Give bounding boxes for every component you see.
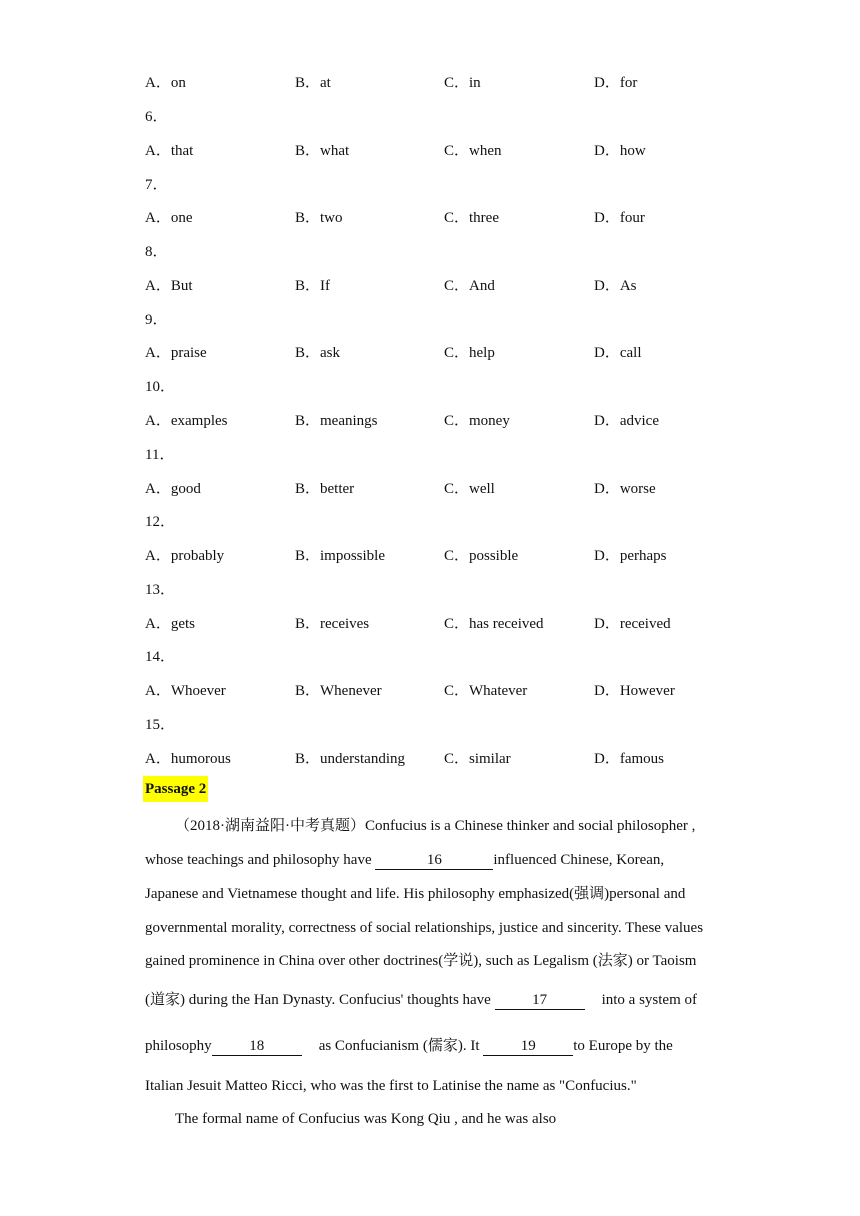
blank-number: 18 bbox=[249, 1038, 265, 1054]
question-15-number: 15． bbox=[145, 717, 176, 733]
blank-number: 17 bbox=[532, 992, 548, 1008]
option-a: A．probably bbox=[145, 548, 225, 564]
option-c: C．well bbox=[444, 481, 495, 497]
option-b: B．meanings bbox=[295, 413, 378, 429]
option-a: A．examples bbox=[145, 413, 228, 429]
option-b: B．what bbox=[295, 143, 350, 159]
answer-blank-19[interactable] bbox=[483, 1037, 573, 1056]
option-a: A．Whoever bbox=[145, 683, 226, 699]
option-d: D．famous bbox=[594, 751, 664, 767]
question-9-options bbox=[145, 344, 745, 362]
question-10-options bbox=[145, 412, 745, 430]
option-c: C．three bbox=[444, 210, 499, 226]
question-8-options bbox=[145, 277, 745, 295]
option-c: C．help bbox=[444, 345, 495, 361]
question-11-number: 11． bbox=[145, 447, 175, 463]
passage-text: into a system of bbox=[601, 992, 697, 1008]
question-12-options bbox=[145, 547, 745, 565]
question-13-options bbox=[145, 615, 745, 633]
passage-text: philosophy bbox=[145, 1038, 212, 1054]
option-a: A．good bbox=[145, 481, 201, 497]
question-15-options bbox=[145, 750, 745, 768]
option-c: C．Whatever bbox=[444, 683, 528, 699]
passage-line-9: The formal name of Confucius was Kong Qiu , and he was also bbox=[175, 1111, 557, 1127]
option-c: C．money bbox=[444, 413, 510, 429]
passage-line-7 bbox=[145, 1036, 673, 1056]
question-10-number: 10． bbox=[145, 379, 176, 395]
question-11-options bbox=[145, 480, 745, 498]
passage-line-4: governmental morality, correctness of social relationships, justice and sincerity. These values bbox=[145, 920, 704, 936]
question-13-number: 13． bbox=[145, 582, 176, 598]
option-a: A．on bbox=[145, 75, 186, 91]
option-a: A．gets bbox=[145, 616, 195, 632]
question-5-options bbox=[145, 74, 745, 92]
option-b: B．understanding bbox=[295, 751, 405, 767]
option-d: D．However bbox=[594, 683, 675, 699]
answer-blank-17[interactable] bbox=[495, 991, 585, 1010]
answer-blank-16[interactable] bbox=[375, 851, 493, 870]
passage-text: as Confucianism (儒家). It bbox=[318, 1038, 484, 1054]
passage-line-5: gained prominence in China over other doctrines(学说), such as Legalism (法家) or Taoism bbox=[145, 953, 697, 969]
option-b: B．If bbox=[295, 278, 330, 294]
question-9-number: 9． bbox=[145, 312, 168, 328]
passage-line-2 bbox=[145, 850, 664, 870]
option-d: D．As bbox=[594, 278, 637, 294]
question-7-number: 7． bbox=[145, 177, 168, 193]
passage-text: to Europe by the bbox=[573, 1038, 673, 1054]
option-d: D．worse bbox=[594, 481, 656, 497]
option-c: C．similar bbox=[444, 751, 511, 767]
passage-title: Passage 2 bbox=[143, 776, 208, 802]
question-6-number: 6． bbox=[145, 109, 168, 125]
option-b: B．better bbox=[295, 481, 355, 497]
option-a: A．that bbox=[145, 143, 194, 159]
option-b: B．at bbox=[295, 75, 331, 91]
question-6-options bbox=[145, 142, 745, 160]
option-b: B．two bbox=[295, 210, 343, 226]
option-c: C．And bbox=[444, 278, 495, 294]
option-b: B．ask bbox=[295, 345, 341, 361]
option-d: D．for bbox=[594, 75, 638, 91]
option-d: D．how bbox=[594, 143, 646, 159]
passage-text: (道家) during the Han Dynasty. Confucius' thoughts have bbox=[145, 992, 495, 1008]
option-d: D．advice bbox=[594, 413, 659, 429]
option-a: A．one bbox=[145, 210, 193, 226]
question-12-number: 12． bbox=[145, 514, 176, 530]
option-b: B．impossible bbox=[295, 548, 386, 564]
option-c: C．when bbox=[444, 143, 502, 159]
blank-number: 16 bbox=[426, 852, 442, 868]
option-a: A．humorous bbox=[145, 751, 231, 767]
passage-line-3: Japanese and Vietnamese thought and life. His philosophy emphasized(强调)personal and bbox=[145, 886, 686, 902]
option-c: C．has received bbox=[444, 616, 544, 632]
option-d: D．received bbox=[594, 616, 671, 632]
option-c: C．in bbox=[444, 75, 481, 91]
option-a: A．But bbox=[145, 278, 193, 294]
option-b: B．Whenever bbox=[295, 683, 382, 699]
option-d: D．perhaps bbox=[594, 548, 667, 564]
option-b: B．receives bbox=[295, 616, 370, 632]
answer-blank-18[interactable] bbox=[212, 1037, 302, 1056]
question-7-options bbox=[145, 209, 745, 227]
passage-line-6 bbox=[145, 990, 697, 1010]
question-14-options bbox=[145, 682, 745, 700]
option-d: D．call bbox=[594, 345, 642, 361]
passage-text: whose teachings and philosophy have bbox=[145, 852, 376, 868]
option-a: A．praise bbox=[145, 345, 207, 361]
option-c: C．possible bbox=[444, 548, 519, 564]
option-d: D．four bbox=[594, 210, 645, 226]
question-14-number: 14． bbox=[145, 649, 176, 665]
question-8-number: 8． bbox=[145, 244, 168, 260]
passage-line-8: Italian Jesuit Matteo Ricci, who was the first to Latinise the name as "Confucius." bbox=[145, 1078, 637, 1094]
blank-number: 19 bbox=[520, 1038, 536, 1054]
passage-text: influenced Chinese, Korean, bbox=[493, 852, 665, 868]
passage-line-1: （2018·湖南益阳·中考真题）Confucius is a Chinese thinker and social philosopher , bbox=[175, 818, 696, 834]
